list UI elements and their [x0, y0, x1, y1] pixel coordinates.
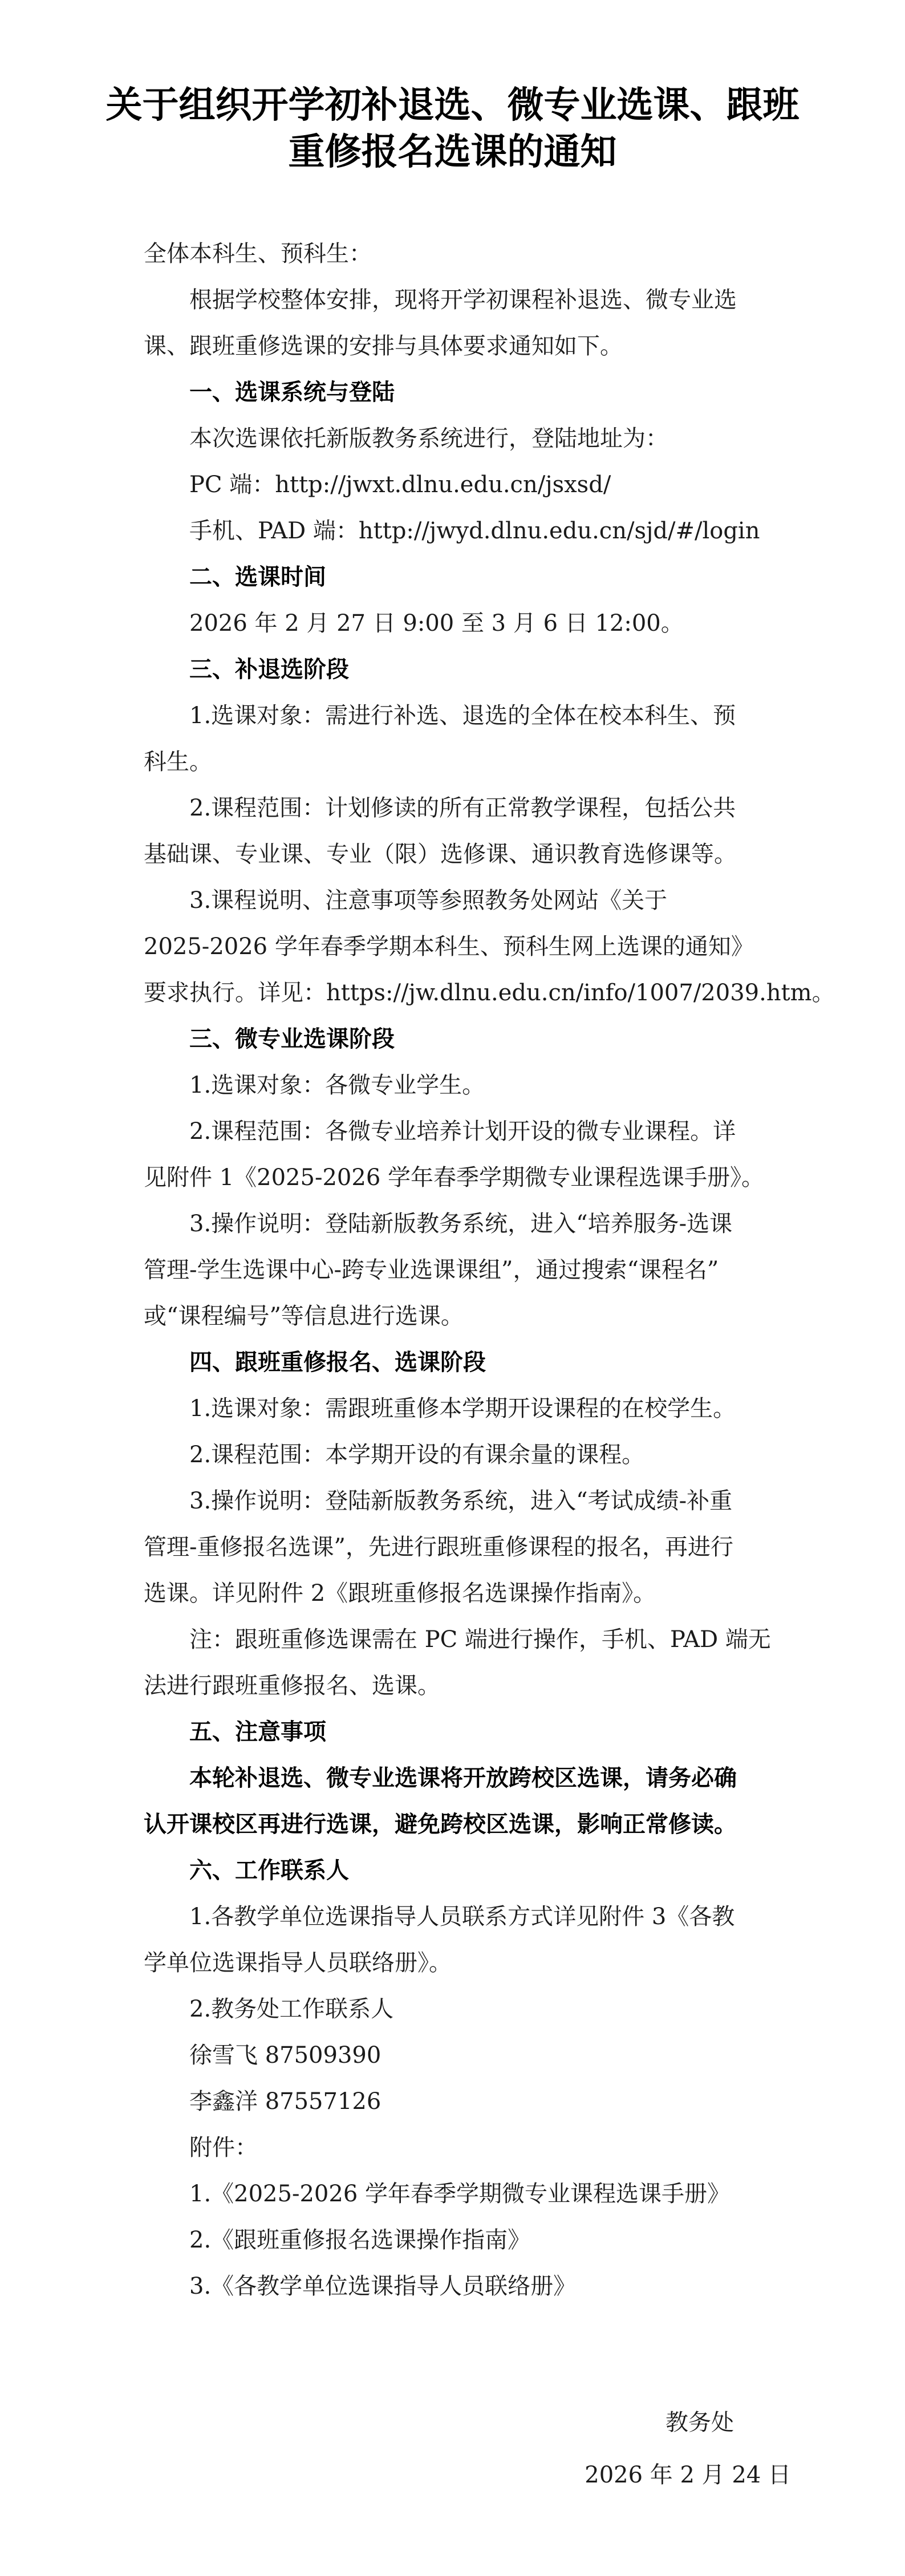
contacts-item-1-line-1: 1.各教学单位选课指导人员联系方式详见附件 3《各教	[189, 1904, 735, 1930]
add-drop-item-3-line-1: 3.课程说明、注意事项等参照教务处网站《关于	[189, 887, 668, 914]
attachments-heading: 附件：	[189, 2135, 258, 2161]
retake-item-3-line-2: 管理-重修报名选课”，先进行跟班重修课程的报名，再进行	[144, 1534, 733, 1560]
micro-major-item-3-line-2: 管理-学生选课中心-跨专业选课课组”，通过搜索“课程名”	[144, 1257, 719, 1283]
attachment-2: 2.《跟班重修报名选课操作指南》	[189, 2227, 531, 2253]
login-intro: 本次选课依托新版教务系统进行，登陆地址为：	[189, 425, 668, 452]
intro-paragraph-line-1: 根据学校整体安排，现将开学初课程补退选、微专业选	[189, 287, 737, 313]
add-drop-item-1-line-2: 科生。	[144, 749, 212, 775]
retake-note-line-1: 注：跟班重修选课需在 PC 端进行操作，手机、PAD 端无	[189, 1626, 771, 1653]
add-drop-item-2-line-1: 2.课程范围：计划修读的所有正常教学课程，包括公共	[189, 795, 736, 821]
micro-major-item-2-line-1: 2.课程范围：各微专业培养计划开设的微专业课程。详	[189, 1118, 736, 1145]
add-drop-item-3-line-2: 2025-2026 学年春季学期本科生、预科生网上选课的通知》	[144, 934, 754, 960]
section-heading-add-drop: 三、补退选阶段	[189, 656, 349, 683]
retake-item-2: 2.课程范围：本学期开设的有课余量的课程。	[189, 1442, 645, 1468]
course-selection-time: 2026 年 2 月 27 日 9:00 至 3 月 6 日 12:00。	[189, 610, 684, 636]
micro-major-item-2-line-2: 见附件 1《2025-2026 学年春季学期微专业课程选课手册》。	[144, 1165, 764, 1191]
section-heading-login: 一、选课系统与登陆	[189, 379, 395, 405]
issue-date: 2026 年 2 月 24 日	[585, 2462, 791, 2488]
retake-item-3-line-1: 3.操作说明：登陆新版教务系统，进入“考试成绩-补重	[189, 1488, 733, 1514]
section-heading-notes: 五、注意事项	[189, 1719, 326, 1745]
salutation: 全体本科生、预科生：	[144, 241, 372, 267]
add-drop-item-3-line-3: 要求执行。详见：https://jw.dlnu.edu.cn/info/1007/2039.htm。	[144, 980, 835, 1006]
retake-note-line-2: 法进行跟班重修报名、选课。	[144, 1673, 440, 1699]
notes-paragraph-line-2: 认开课校区再进行选课，避免跨校区选课，影响正常修读。	[144, 1811, 737, 1837]
notice-body	[144, 231, 835, 2310]
micro-major-item-3-line-1: 3.操作说明：登陆新版教务系统，进入“培养服务-选课	[189, 1211, 733, 1237]
micro-major-item-1: 1.选课对象：各微专业学生。	[189, 1072, 485, 1098]
notice-title-line-2: 重修报名选课的通知	[288, 131, 617, 173]
contacts-item-2: 2.教务处工作联系人	[189, 1996, 394, 2022]
section-heading-retake: 四、跟班重修报名、选课阶段	[189, 1349, 486, 1376]
retake-item-1: 1.选课对象：需跟班重修本学期开设课程的在校学生。	[189, 1395, 736, 1422]
contact-person-1: 徐雪飞 87509390	[189, 2042, 382, 2068]
issuing-office: 教务处	[665, 2409, 734, 2436]
section-heading-contacts: 六、工作联系人	[189, 1857, 349, 1884]
retake-item-3-line-3: 选课。详见附件 2《跟班重修报名选课操作指南》。	[144, 1580, 656, 1607]
add-drop-item-1-line-1: 1.选课对象：需进行补选、退选的全体在校本科生、预	[189, 703, 736, 729]
notice-title-line-1: 关于组织开学初补退选、微专业选课、跟班	[105, 84, 800, 127]
contact-person-2: 李鑫洋 87557126	[189, 2088, 382, 2115]
mobile-login-address: 手机、PAD 端：http://jwyd.dlnu.edu.cn/sjd/#/login	[189, 518, 760, 544]
contacts-item-1-line-2: 学单位选课指导人员联络册》。	[144, 1950, 452, 1976]
section-heading-micro-major: 三、微专业选课阶段	[189, 1026, 395, 1052]
intro-paragraph-line-2: 课、跟班重修选课的安排与具体要求通知如下。	[144, 333, 623, 359]
pc-login-address: PC 端：http://jwxt.dlnu.edu.cn/jsxsd/	[189, 472, 611, 498]
micro-major-item-3-line-3: 或“课程编号”等信息进行选课。	[144, 1303, 464, 1329]
section-heading-time: 二、选课时间	[189, 564, 326, 590]
attachment-3: 3.《各教学单位选课指导人员联络册》	[189, 2273, 577, 2299]
add-drop-item-2-line-2: 基础课、专业课、专业（限）选修课、通识教育选修课等。	[144, 841, 737, 867]
attachment-1: 1.《2025-2026 学年春季学期微专业课程选课手册》	[189, 2181, 730, 2207]
notes-paragraph-line-1: 本轮补退选、微专业选课将开放跨校区选课，请务必确	[189, 1765, 737, 1791]
